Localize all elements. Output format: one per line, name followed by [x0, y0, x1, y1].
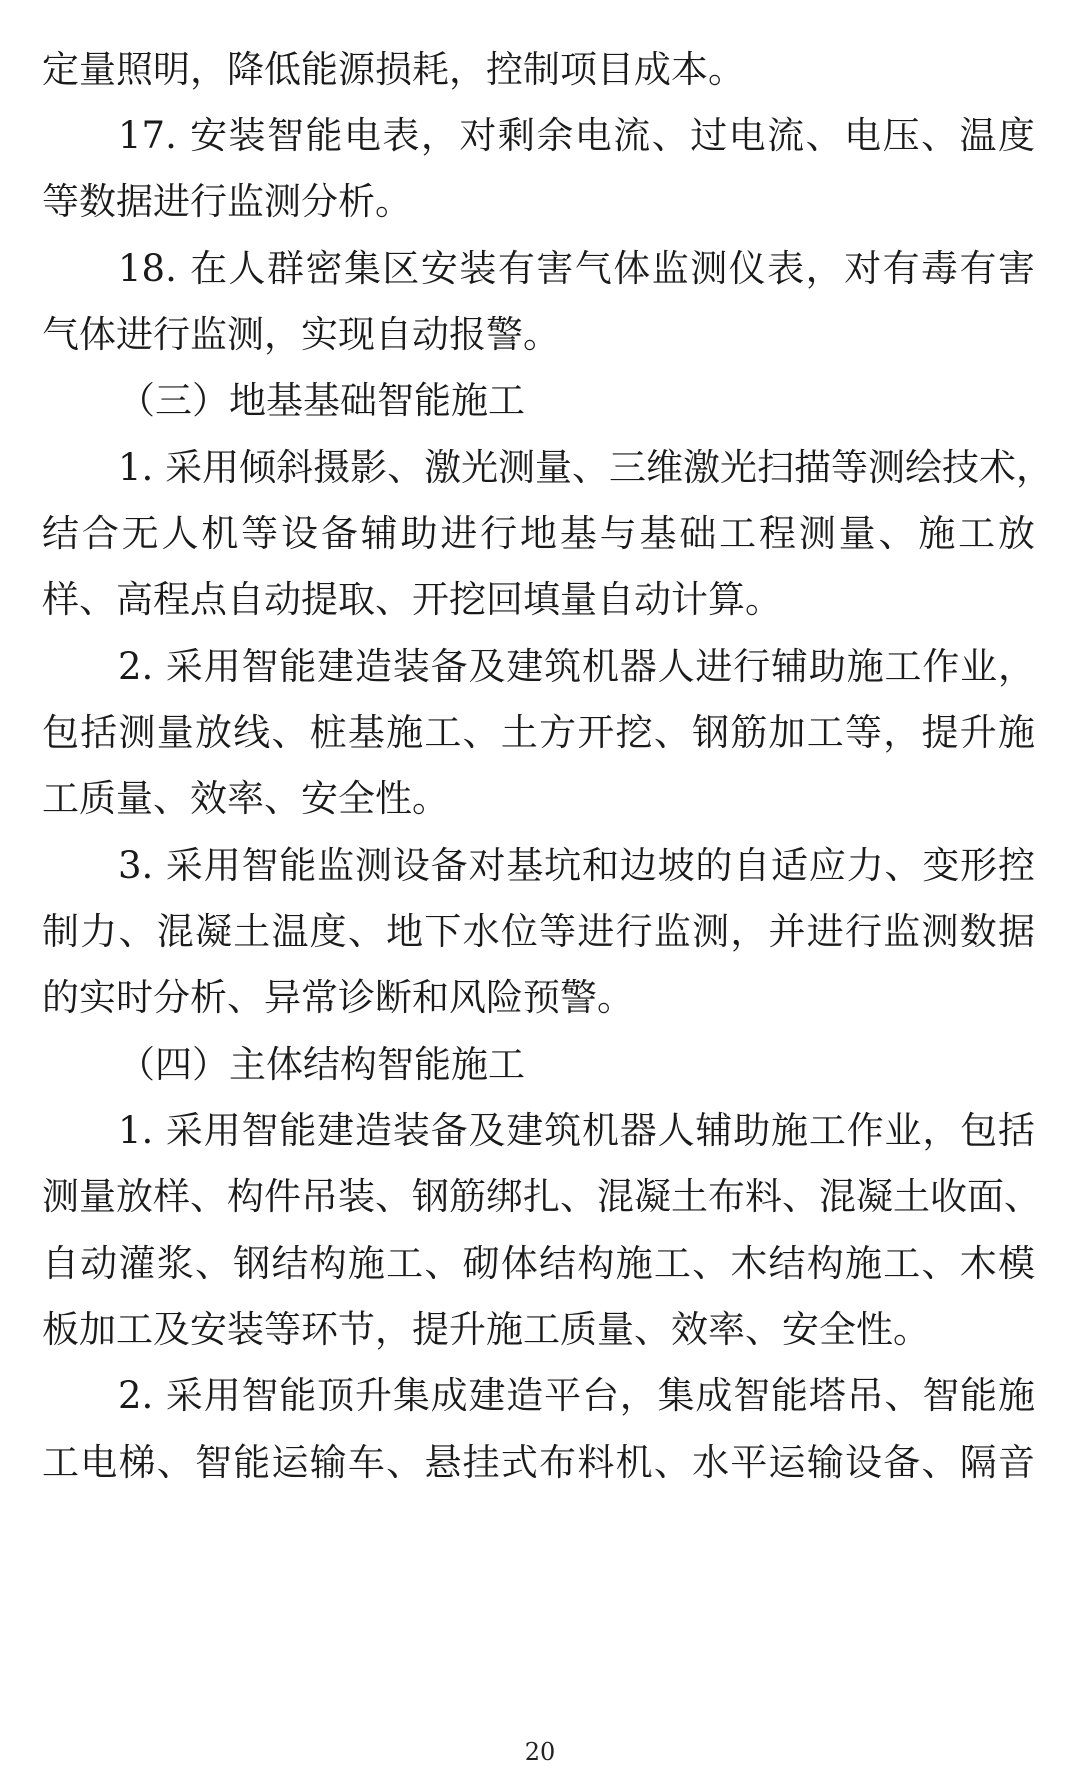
text-line-22: 工电梯、智能运输车、悬挂式布料机、水平运输设备、隔音 [42, 1441, 1035, 1484]
text-line-15: 的实时分析、异常诊断和风险预警。 [42, 976, 634, 1019]
text-line-8: 结合无人机等设备辅助进行地基与基础工程测量、施工放 [42, 512, 1035, 555]
text-line-18: 测量放样、构件吊装、钢筋绑扎、混凝土布料、混凝土收面、 [42, 1175, 1041, 1218]
text-line-14: 制力、混凝土温度、地下水位等进行监测，并进行监测数据 [42, 910, 1035, 953]
text-line-20: 板加工及安装等环节，提升施工质量、效率、安全性。 [42, 1308, 930, 1351]
text-line-7: 1. 采用倾斜摄影、激光测量、三维激光扫描等测绘技术， [118, 446, 1054, 489]
text-line-12: 工质量、效率、安全性。 [42, 777, 449, 820]
text-line-9: 样、高程点自动提取、开挖回填量自动计算。 [42, 578, 782, 621]
text-line-3: 等数据进行监测分析。 [42, 180, 412, 223]
text-line-4: 18. 在人群密集区安装有害气体监测仪表，对有毒有害 [118, 247, 1035, 290]
section-heading-4: （四）主体结构智能施工 [118, 1043, 525, 1086]
text-line-10: 2. 采用智能建造装备及建筑机器人进行辅助施工作业， [118, 645, 1035, 688]
text-line-1: 定量照明，降低能源损耗，控制项目成本。 [42, 48, 745, 91]
text-line-13: 3. 采用智能监测设备对基坑和边坡的自适应力、变形控 [118, 844, 1035, 887]
text-line-11: 包括测量放线、桩基施工、土方开挖、钢筋加工等，提升施 [42, 711, 1035, 754]
text-line-2: 17. 安装智能电表，对剩余电流、过电流、电压、温度 [118, 114, 1035, 157]
text-line-17: 1. 采用智能建造装备及建筑机器人辅助施工作业，包括 [118, 1109, 1035, 1152]
page-number: 20 [524, 1738, 556, 1766]
section-heading-3: （三）地基基础智能施工 [118, 379, 525, 422]
text-line-19: 自动灌浆、钢结构施工、砌体结构施工、木结构施工、木模 [42, 1242, 1035, 1285]
text-line-21: 2. 采用智能顶升集成建造平台，集成智能塔吊、智能施 [118, 1374, 1035, 1417]
text-line-5: 气体进行监测，实现自动报警。 [42, 313, 560, 356]
